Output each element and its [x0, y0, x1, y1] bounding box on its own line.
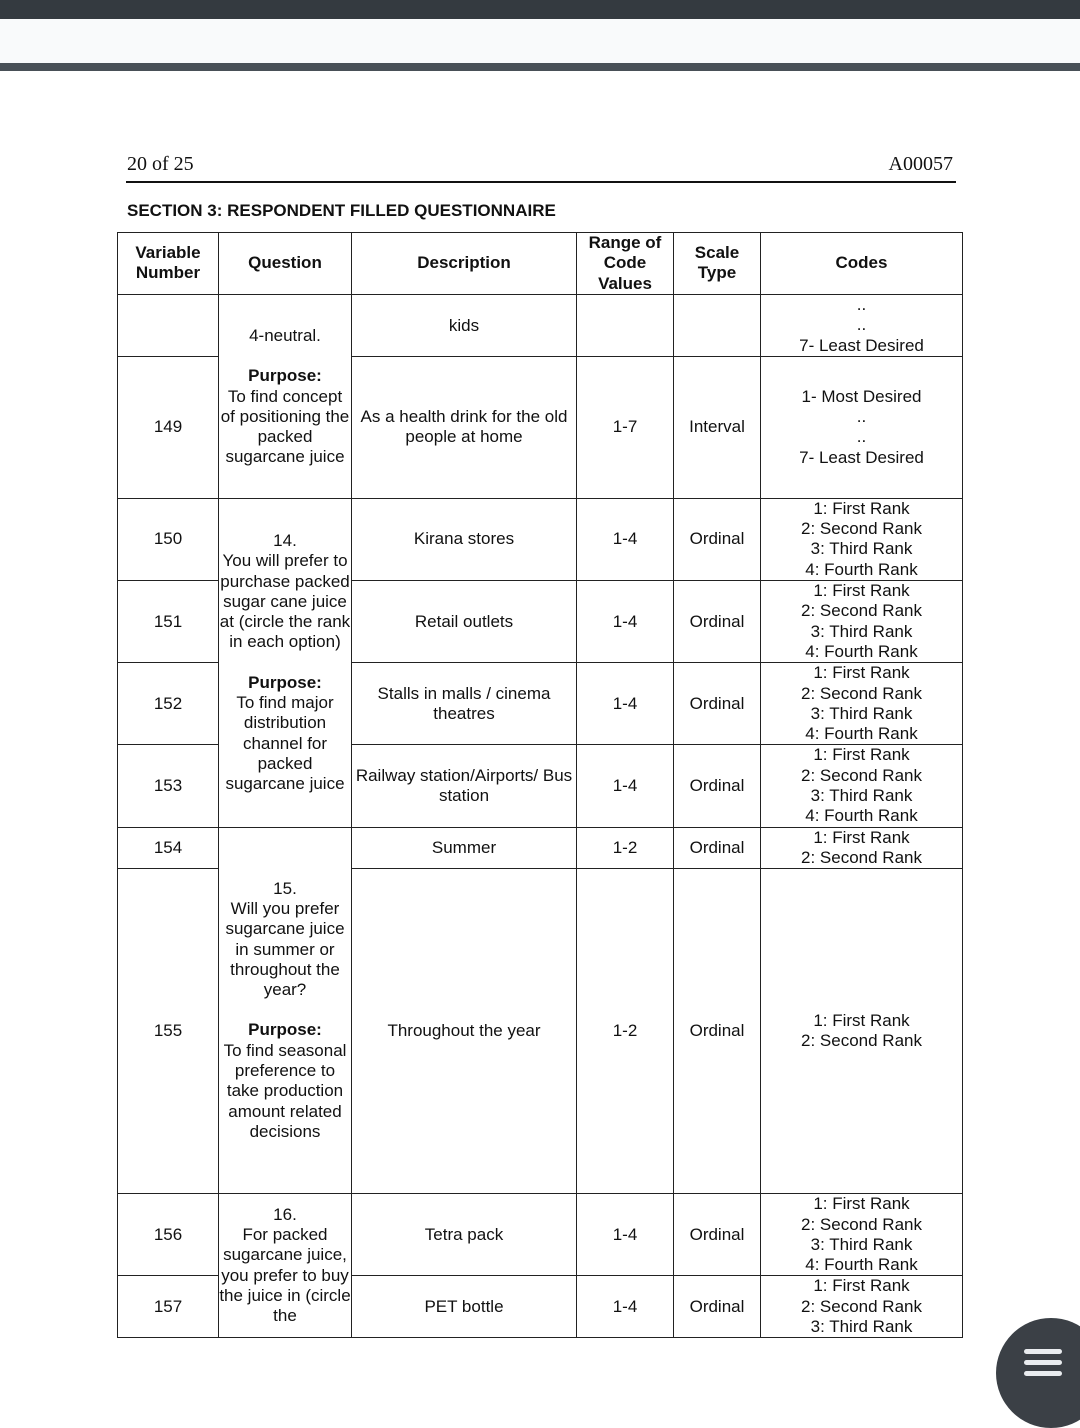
- codes: 1: First Rank 2: Second Rank 3: Third Rank 4: Fourth Rank: [761, 581, 963, 663]
- code-range: 1-4: [577, 1194, 674, 1276]
- variable-number: 156: [118, 1194, 219, 1276]
- questionnaire-table: [117, 232, 963, 1338]
- scale-type: Ordinal: [674, 663, 761, 745]
- purpose-text: To find seasonal preference to take production amount related decisions: [223, 1040, 347, 1141]
- variable-number: 157: [118, 1276, 219, 1338]
- codes: 1: First Rank 2: Second Rank: [761, 827, 963, 869]
- code-range: 1-4: [577, 581, 674, 663]
- scale-type: Interval: [674, 356, 761, 498]
- variable-number: 152: [118, 663, 219, 745]
- scale-type: Ordinal: [674, 498, 761, 580]
- variable-number: 154: [118, 827, 219, 869]
- code-range: 1-2: [577, 827, 674, 869]
- codes: 1: First Rank 2: Second Rank 3: Third Rank 4: Fourth Rank: [761, 498, 963, 580]
- purpose-label: Purpose:: [248, 366, 322, 386]
- question-cell: [219, 1194, 352, 1338]
- description: Throughout the year: [352, 869, 577, 1194]
- table-row: [118, 294, 963, 356]
- header-rule: [126, 181, 956, 183]
- table-row: [118, 1194, 963, 1276]
- scale-type: [674, 294, 761, 356]
- question-text: 15. Will you prefer sugarcane juice in summer or throughout the year?: [225, 878, 345, 1000]
- question-text: 14. You will prefer to purchase packed sugar cane juice at (circle the rank in each option): [219, 530, 351, 652]
- description: Railway station/Airports/ Bus station: [352, 745, 577, 827]
- codes: 1: First Rank 2: Second Rank 3: Third Rank 4: Fourth Rank: [761, 663, 963, 745]
- table-row: [118, 498, 963, 580]
- column-header: Question: [219, 233, 352, 295]
- viewer-strip: [0, 19, 1080, 63]
- description: Stalls in malls / cinema theatres: [352, 663, 577, 745]
- codes: 1: First Rank 2: Second Rank 3: Third Rank: [761, 1276, 963, 1338]
- column-header: Variable Number: [118, 233, 219, 295]
- question-text: 4-neutral.: [249, 326, 321, 345]
- purpose-label: Purpose:: [248, 1020, 322, 1040]
- variable-number: [118, 294, 219, 356]
- scale-type: Ordinal: [674, 1276, 761, 1338]
- table-header-row: [118, 233, 963, 295]
- code-range: 1-2: [577, 869, 674, 1194]
- scale-type: Ordinal: [674, 581, 761, 663]
- scale-type: Ordinal: [674, 745, 761, 827]
- codes: 1: First Rank 2: Second Rank 3: Third Rank 4: Fourth Rank: [761, 745, 963, 827]
- variable-number: 155: [118, 869, 219, 1194]
- page-indicator: 20 of 25: [127, 153, 194, 175]
- variable-number: 149: [118, 356, 219, 498]
- scale-type: Ordinal: [674, 1194, 761, 1276]
- scale-type: Ordinal: [674, 869, 761, 1194]
- codes: .. .. 7- Least Desired: [761, 294, 963, 356]
- description: Summer: [352, 827, 577, 869]
- description: kids: [352, 294, 577, 356]
- description: Retail outlets: [352, 581, 577, 663]
- scale-type: Ordinal: [674, 827, 761, 869]
- menu-button[interactable]: [996, 1318, 1080, 1428]
- column-header: Range of Code Values: [577, 233, 674, 295]
- code-range: [577, 294, 674, 356]
- column-header: Description: [352, 233, 577, 295]
- description: Kirana stores: [352, 498, 577, 580]
- variable-number: 151: [118, 581, 219, 663]
- variable-number: 153: [118, 745, 219, 827]
- question-cell: [219, 498, 352, 827]
- question-cell: [219, 827, 352, 1194]
- table-row: [118, 827, 963, 869]
- codes: 1: First Rank 2: Second Rank: [761, 869, 963, 1194]
- codes: 1: First Rank 2: Second Rank 3: Third Rank 4: Fourth Rank: [761, 1194, 963, 1276]
- variable-number: 150: [118, 498, 219, 580]
- column-header: Scale Type: [674, 233, 761, 295]
- code-range: 1-4: [577, 663, 674, 745]
- description: PET bottle: [352, 1276, 577, 1338]
- viewer-divider: [0, 63, 1080, 71]
- top-toolbar: [0, 0, 1080, 19]
- question-text: 16. For packed sugarcane juice, you prefer to buy the juice in (circle the: [219, 1204, 351, 1326]
- description: As a health drink for the old people at home: [352, 356, 577, 498]
- question-cell: [219, 294, 352, 498]
- code-range: 1-4: [577, 745, 674, 827]
- purpose-label: Purpose:: [248, 672, 322, 692]
- section-title: SECTION 3: RESPONDENT FILLED QUESTIONNAIRE: [127, 201, 556, 220]
- code-range: 1-7: [577, 356, 674, 498]
- codes: 1- Most Desired .. .. 7- Least Desired: [761, 356, 963, 498]
- purpose-text: To find concept of positioning the packed sugarcane juice: [220, 386, 350, 467]
- document-id: A00057: [888, 153, 953, 175]
- purpose-text: To find major distribution channel for packed sugarcane juice: [225, 693, 345, 794]
- code-range: 1-4: [577, 1276, 674, 1338]
- description: Tetra pack: [352, 1194, 577, 1276]
- code-range: 1-4: [577, 498, 674, 580]
- column-header: Codes: [761, 233, 963, 295]
